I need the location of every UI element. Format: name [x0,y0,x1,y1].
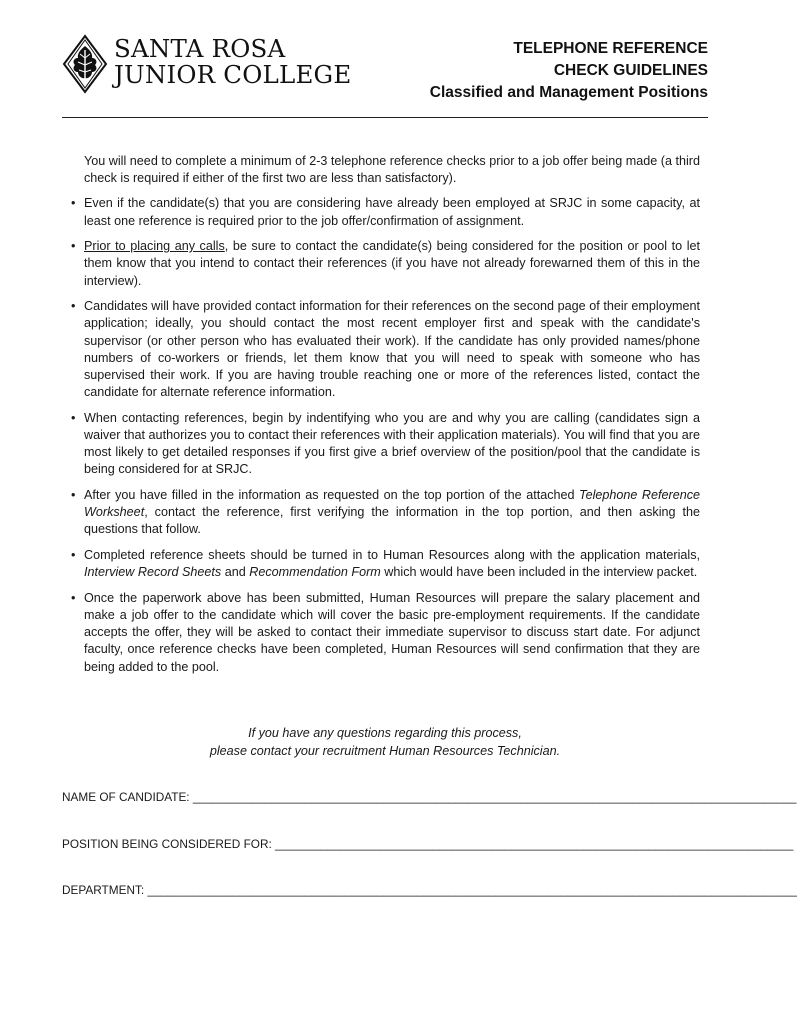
department-field[interactable] [62,883,797,897]
logo-line-1: SANTA ROSA [114,34,286,63]
form-title: Interview Record Sheets [84,565,222,580]
list-item: • Candidates will have provided contact information for their references on the second page of their employment application; ideally, you should contact the most recent employer first and speak with the candidate's supervisor (or other person who has evaluated their work). If the candidate has only provided names/phone numbers of co-workers or friends, let them know that you will need to speak with someone who has supervised their work. If you are having trouble reaching one or more of the references listed, contact the candidate for alternate reference information. [71,299,700,400]
underlined-phrase: Prior to placing any calls [84,239,225,254]
position-label: POSITION BEING CONSIDERED FOR: [62,837,272,851]
document-subtitle: Classified and Management Positions [429,84,708,101]
candidate-name-field[interactable] [62,790,797,804]
closing-line-2: please contact your recruitment Human Resources Technician. [209,744,561,758]
oak-leaf-emblem-icon [62,34,108,94]
guidelines-body [68,153,700,684]
title-line-1: TELEPHONE REFERENCE [513,40,708,57]
intro-paragraph: You will need to complete a minimum of 2-3 telephone reference checks prior to a job offer being made (a third check is required if either of the first two are less than satisfactory). [84,154,700,186]
list-item: • Even if the candidate(s) that you are considering have already been employed at SRJC in some capacity, at least one reference is required prior to the job offer/confirmation of assignment. [71,196,700,228]
logo-line-2: JUNIOR COLLEGE [114,60,352,89]
header-divider [62,117,708,118]
department-line[interactable]: ___________________________________________________________________________________________________ [147,883,797,897]
list-item: • Once the paperwork above has been submitted, Human Resources will prepare the salary placement and make a job offer to the candidate which will cover the basic pre-employment requirements. If the candidate accepts the offer, they will be asked to contact their immediate supervisor to discuss start date. For adjunct faculty, once reference checks have been completed, Human Resources will send confirmation that they are being added to the pool. [71,590,700,674]
list-item: • When contacting references, begin by indentifying who you are and why you are calling (candidates sign a waiver that authorizes you to contact their references with their application materials). You will find that you are most likely to get detailed responses if you first give a brief overview of the position/pool that the candidate is being considered for at SRJC. [71,410,700,477]
list-item: • Completed reference sheets should be turned in to Human Resources along with the application materials, Interview Record Sheets and Recommendation Form which would have been included in the interview packet. [71,548,700,580]
title-line-2: CHECK GUIDELINES [553,62,708,79]
candidate-name-label: NAME OF CANDIDATE: [62,790,190,804]
document-title [430,38,708,104]
guidelines-list [68,195,700,675]
list-item: • Prior to placing any calls, be sure to contact the candidate(s) being considered for the position or pool to let them know that you intend to contact their references (if you have not already forewarned them of this in the interview). [71,239,700,288]
bullet-icon: • [71,239,76,254]
college-logo [62,34,352,98]
bullet-icon: • [71,196,76,211]
logo-wordmark [114,36,351,88]
bullet-icon: • [71,548,76,563]
bullet-icon: • [71,488,76,503]
closing-note [60,724,710,760]
bullet-icon: • [71,410,76,425]
department-label: DEPARTMENT: [62,883,145,897]
candidate-name-line[interactable]: ____________________________________________________________________________________________ [192,790,797,804]
position-field[interactable] [62,837,794,851]
form-title: Recommendation Form [249,565,381,580]
position-line[interactable]: _______________________________________________________________________________ [275,837,794,851]
bullet-icon: • [71,299,76,314]
worksheet-title: Telephone Reference Worksheet [84,488,701,520]
bullet-icon: • [71,590,76,605]
closing-line-1: If you have any questions regarding this process, [248,726,522,740]
list-item: • After you have filled in the information as requested on the top portion of the attached Telephone Reference Worksheet, contact the reference, first verifying the information in the top portion, and then asking the questions that follow. [71,488,701,537]
